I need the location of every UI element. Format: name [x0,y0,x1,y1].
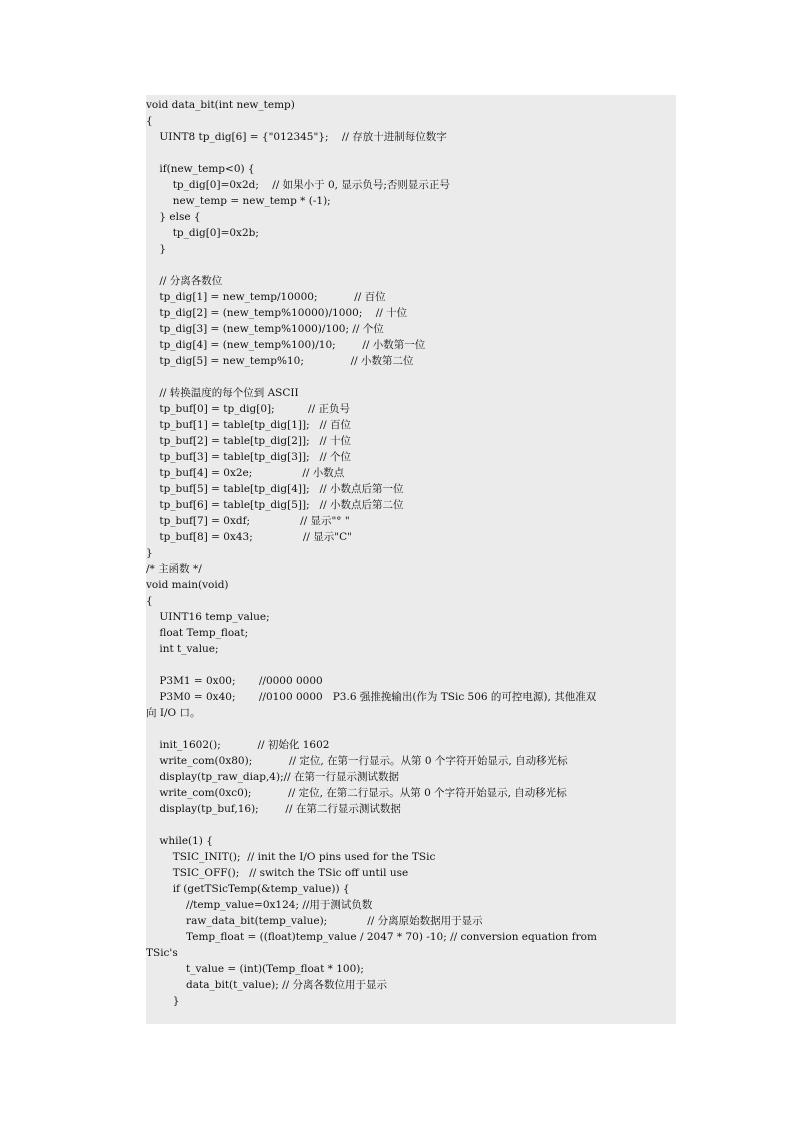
code-line: Temp_float = ((float)temp_value / 2047 * 70) -10; // conversion equation from [146,931,597,943]
code-line: tp_buf[8] = 0x43; // 显示"C" [146,531,352,543]
code-line: tp_dig[4] = (new_temp%100)/10; // 小数第一位 [146,339,426,351]
code-line: UINT16 temp_value; [146,611,270,623]
code-line: int t_value; [146,643,219,655]
code-line: tp_buf[5] = table[tp_dig[4]]; // 小数点后第一位 [146,483,404,495]
code-line: void main(void) [146,579,229,591]
code-line: tp_dig[1] = new_temp/10000; // 百位 [146,291,386,303]
code-line: if (getTSicTemp(&temp_value)) { [146,883,350,895]
code-line: tp_dig[3] = (new_temp%1000)/100; // 个位 [146,323,384,335]
code-line: P3M0 = 0x40; //0100 0000 P3.6 强推挽输出(作为 TSic 506 的可控电源), 其他准双 [146,691,597,703]
code-line: TSIC_OFF(); // switch the TSic off until use [146,867,409,879]
code-line: 向 I/O 口。 [146,707,201,719]
code-line: tp_dig[0]=0x2d; // 如果小于 0, 显示负号;否则显示正号 [146,179,450,191]
code-line: while(1) { [146,835,213,847]
code-line: tp_buf[2] = table[tp_dig[2]]; // 十位 [146,435,352,447]
code-line: tp_buf[6] = table[tp_dig[5]]; // 小数点后第二位 [146,499,404,511]
code-line: tp_dig[0]=0x2b; [146,227,259,239]
code-line: write_com(0xc0); // 定位, 在第二行显示。从第 0 个字符开始显示, 自动移光标 [146,787,567,799]
code-line: { [146,115,153,127]
code-line: data_bit(t_value); // 分离各数位用于显示 [146,979,388,991]
code-line: tp_buf[1] = table[tp_dig[1]]; // 百位 [146,419,352,431]
code-line: tp_buf[7] = 0xdf; // 显示"° " [146,515,350,527]
code-line: tp_buf[0] = tp_dig[0]; // 正负号 [146,403,350,415]
code-line: TSic's [146,947,178,959]
code-line: raw_data_bit(temp_value); // 分离原始数据用于显示 [146,915,483,927]
code-line: write_com(0x80); // 定位, 在第一行显示。从第 0 个字符开始显示, 自动移光标 [146,755,568,767]
code-line: } [146,547,153,559]
code-line: } [146,995,180,1007]
code-line: tp_buf[4] = 0x2e; // 小数点 [146,467,345,479]
code-line: // 转换温度的每个位到 ASCII [146,387,299,399]
code-line: TSIC_INIT(); // init the I/O pins used for the TSic [146,851,436,863]
code-line: t_value = (int)(Temp_float * 100); [146,963,364,975]
code-line: } else { [146,211,201,223]
code-line: display(tp_raw_diap,4);// 在第一行显示测试数据 [146,771,400,783]
code-line: tp_dig[2] = (new_temp%10000)/1000; // 十位 [146,307,408,319]
code-line: /* 主函数 */ [146,563,202,575]
code-line: } [146,243,167,255]
code-line: tp_buf[3] = table[tp_dig[3]]; // 个位 [146,451,352,463]
code-line: void data_bit(int new_temp) [146,99,295,111]
code-line: init_1602(); // 初始化 1602 [146,739,330,751]
code-line: { [146,595,153,607]
code-block [146,95,676,1024]
code-line: new_temp = new_temp * (-1); [146,195,331,207]
code-line: tp_dig[5] = new_temp%10; // 小数第二位 [146,355,414,367]
code-line: //temp_value=0x124; //用于测试负数 [146,899,373,911]
code-line: float Temp_float; [146,627,249,639]
code-line: // 分离各数位 [146,275,223,287]
code-line: display(tp_buf,16); // 在第二行显示测试数据 [146,803,401,815]
code-line: if(new_temp<0) { [146,163,255,175]
code-line: P3M1 = 0x00; //0000 0000 [146,675,323,687]
code-line: UINT8 tp_dig[6] = {"012345"}; // 存放十进制每位数字 [146,131,447,143]
